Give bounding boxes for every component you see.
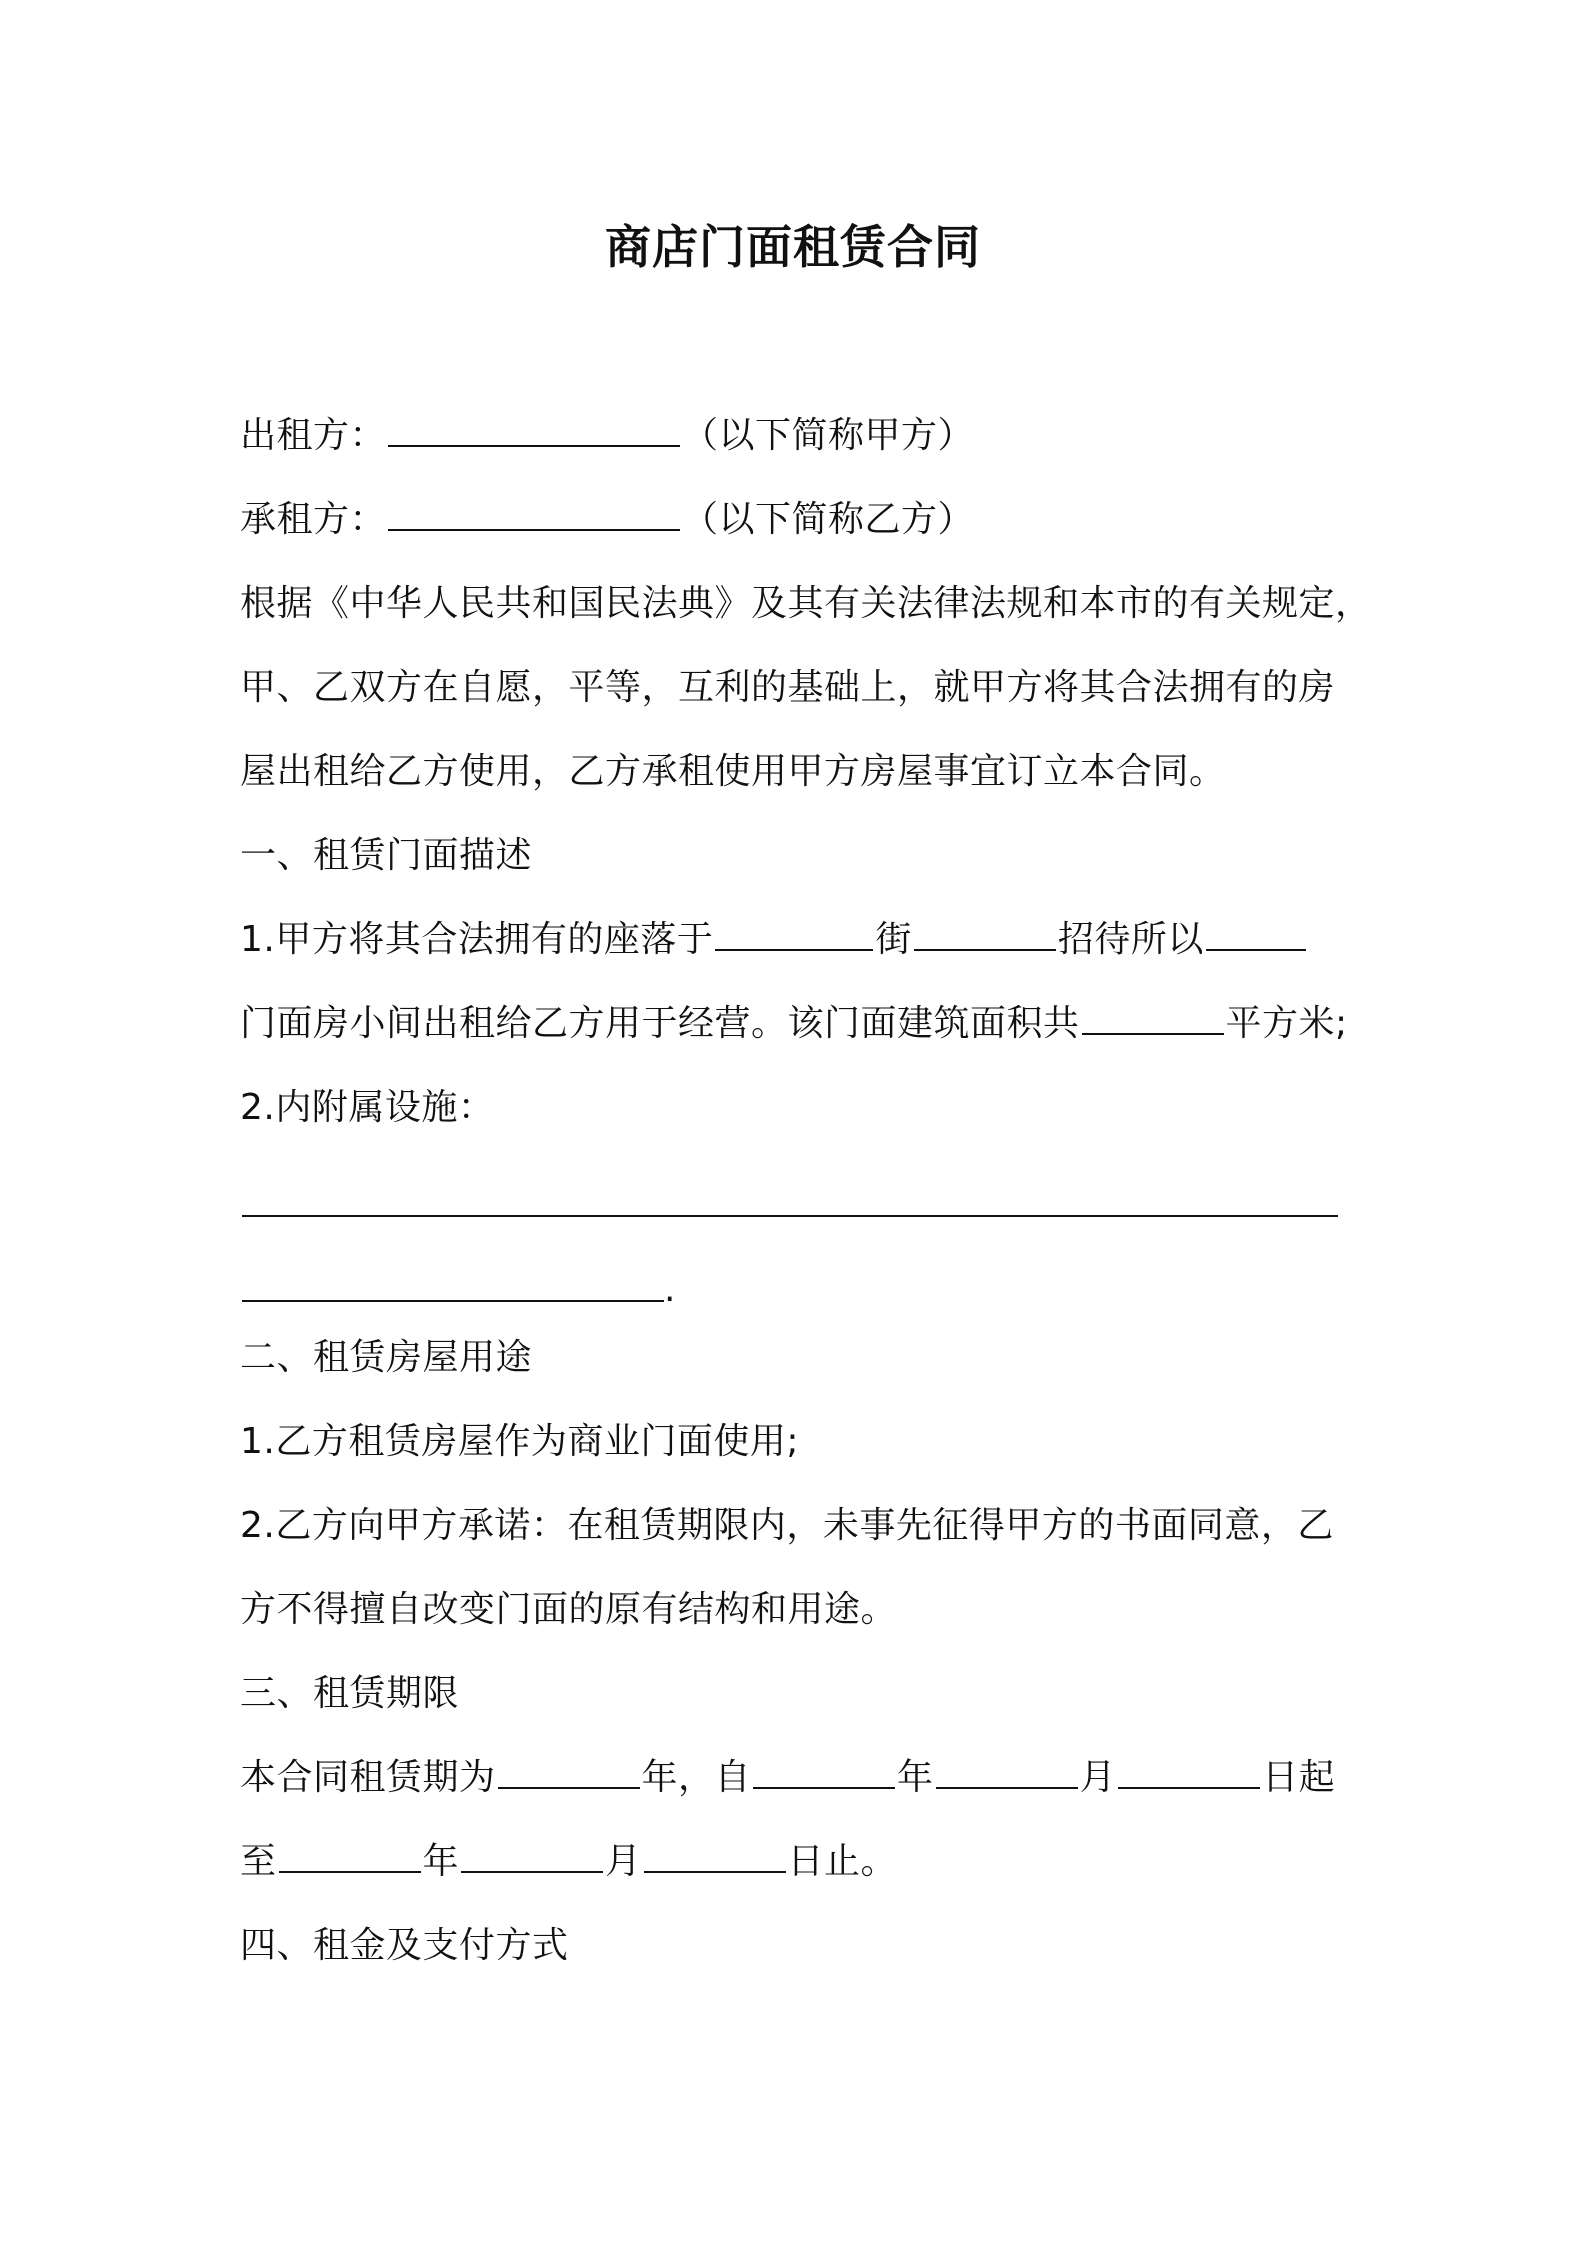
facilities-blank-line-2	[242, 1300, 664, 1302]
to-label: 至	[240, 1841, 277, 1882]
section3-term-line2	[240, 1834, 897, 1890]
end-day-label: 日止。	[787, 1841, 898, 1882]
section3-term-line1	[240, 1750, 1335, 1806]
intro-line-3: 屋出租给乙方使用，乙方承租使用甲方房屋事宜订立本合同。	[240, 751, 1226, 792]
area-unit: 平方米;	[1225, 1003, 1348, 1044]
section1-heading: 一、租赁门面描述	[240, 835, 533, 876]
section1-item2: 2.内附属设施：	[240, 1087, 495, 1128]
document-title: 商店门面租赁合同	[605, 220, 981, 274]
lessee-line	[240, 492, 974, 548]
section2-item1: 1.乙方租赁房屋作为商业门面使用;	[240, 1421, 799, 1462]
end-year-blank	[279, 1841, 421, 1873]
area-blank	[1082, 1003, 1224, 1035]
start-year-blank	[753, 1757, 895, 1789]
section2-item2-line2: 方不得擅自改变门面的原有结构和用途。	[240, 1589, 898, 1630]
street-label: 街	[875, 919, 912, 960]
section3-heading: 三、租赁期限	[240, 1673, 460, 1714]
facilities-end-dot: .	[664, 1269, 676, 1310]
start-year-label: 年	[897, 1757, 934, 1798]
lessor-label: 出租方：	[240, 415, 387, 456]
lessee-suffix: （以下简称乙方）	[682, 499, 975, 540]
facilities-blank-line-1	[242, 1215, 1338, 1217]
start-month-blank	[936, 1757, 1078, 1789]
end-month-label: 月	[605, 1841, 642, 1882]
end-day-blank	[644, 1841, 786, 1873]
lessor-blank	[388, 415, 680, 447]
street-blank	[914, 919, 1056, 951]
location-blank	[715, 919, 873, 951]
intro-line-2: 甲、乙双方在自愿，平等，互利的基础上，就甲方将其合法拥有的房	[240, 667, 1336, 708]
term-year-comma: 年，自	[641, 1757, 752, 1798]
start-month-label: 月	[1079, 1757, 1117, 1798]
term-prefix: 本合同租赁期为	[240, 1757, 496, 1798]
lessor-line	[240, 408, 974, 464]
section1-item1-line1	[240, 912, 1308, 968]
section2-item2-line1: 2.乙方向甲方承诺：在租赁期限内，未事先征得甲方的书面同意，乙	[240, 1505, 1334, 1546]
hostel-blank	[1206, 919, 1306, 951]
section2-heading: 二、租赁房屋用途	[240, 1337, 533, 1378]
section4-heading: 四、租金及支付方式	[240, 1925, 569, 1966]
start-day-blank	[1118, 1757, 1260, 1789]
section1-item1-line2	[240, 996, 1348, 1052]
hostel-label: 招待所以	[1057, 919, 1204, 960]
start-day-label: 日起	[1262, 1757, 1336, 1798]
lessor-suffix: （以下简称甲方）	[682, 415, 975, 456]
end-year-label: 年	[422, 1841, 460, 1882]
term-years-blank	[498, 1757, 640, 1789]
intro-line-1: 根据《中华人民共和国民法典》及其有关法律法规和本市的有关规定，	[240, 583, 1372, 624]
section1-item1-text-2: 门面房小间出租给乙方用于经营。该门面建筑面积共	[240, 1003, 1080, 1044]
section1-item1-text: 1.甲方将其合法拥有的座落于	[240, 919, 714, 960]
end-month-blank	[461, 1841, 603, 1873]
lessee-label: 承租方：	[240, 499, 387, 540]
lessee-blank	[388, 499, 680, 531]
